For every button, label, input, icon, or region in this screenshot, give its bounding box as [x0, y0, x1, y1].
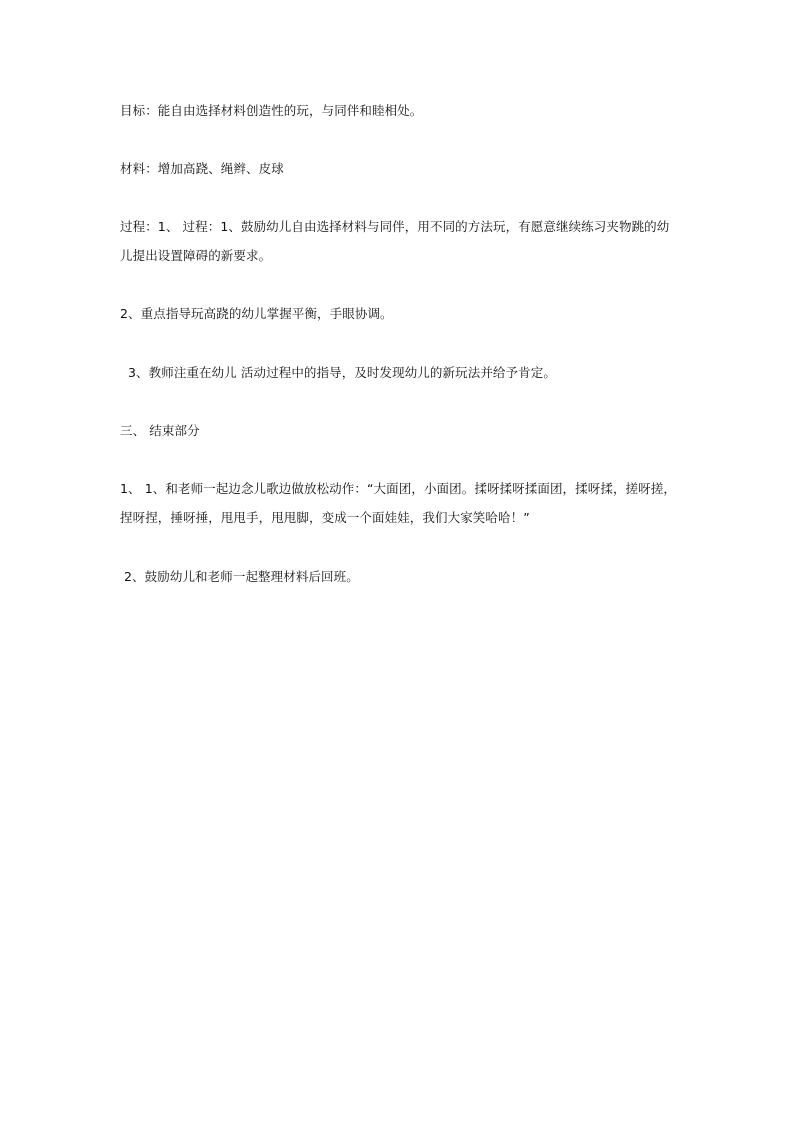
section-heading-ending: 三、 结束部分 [120, 423, 200, 438]
paragraph-ending-2: 2、鼓励幼儿和老师一起整理材料后回班。 [124, 569, 359, 584]
paragraph-ending-1: 1、 1、和老师一起边念儿歌边做放松动作：“大面团，小面团。揉呀揉呀揉面团，揉呀揉，搓呀搓，捏呀捏，捶呀捶，甩甩手，甩甩脚，变成一个面娃娃，我们大家笑哈哈！” [120, 481, 676, 525]
paragraph-materials: 材料：增加高跷、绳辫、皮球 [120, 161, 284, 176]
paragraph-process-1: 过程：1、 过程：1、鼓励幼儿自由选择材料与同伴，用不同的方法玩，有愿意继续练习夹物跳的幼儿提出设置障碍的新要求。 [120, 219, 670, 263]
paragraph-goal: 目标：能自由选择材料创造性的玩，与同伴和睦相处。 [120, 103, 423, 118]
paragraph-process-2: 2、重点指导玩高跷的幼儿掌握平衡，手眼协调。 [120, 306, 393, 321]
paragraph-process-3: 3、教师注重在幼儿 活动过程中的指导，及时发现幼儿的新玩法并给予肯定。 [128, 365, 556, 380]
